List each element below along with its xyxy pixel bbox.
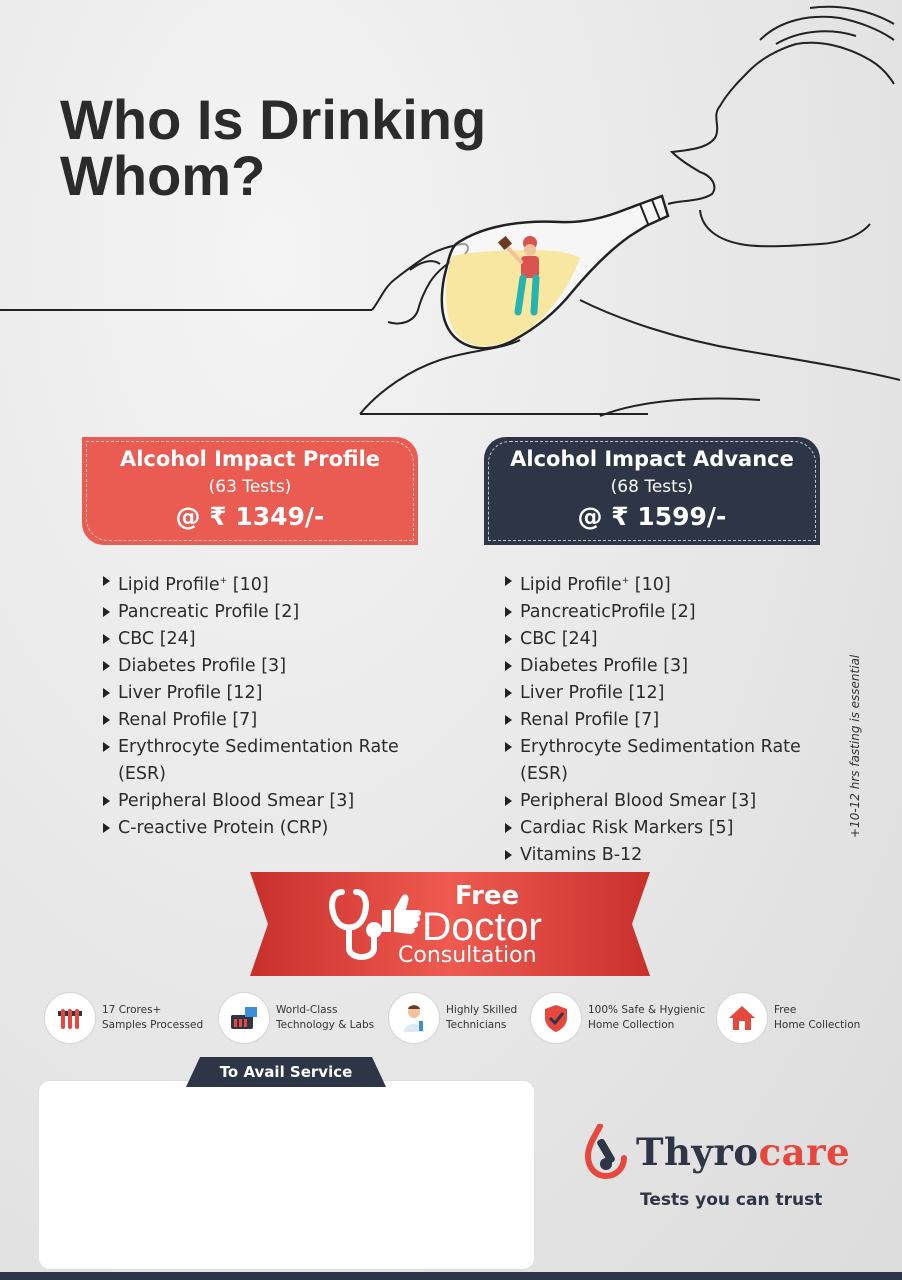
list-item: Liver Profile [12]: [103, 680, 433, 707]
feature-safe-hygienic: 100% Safe & Hygienic Home Collection: [530, 990, 705, 1046]
thyrocare-logo-icon: [584, 1124, 628, 1180]
headline-line-1: Who Is Drinking: [60, 88, 487, 151]
test-tubes-icon: [44, 992, 96, 1044]
feature-samples-processed: 17 Crores+ Samples Processed: [44, 990, 203, 1046]
list-item: C-reactive Protein (CRP): [103, 815, 433, 842]
profile-test-list: [103, 568, 433, 842]
list-item: Liver Profile [12]: [505, 680, 825, 707]
banner-free-text: Free: [455, 881, 520, 911]
package-name: Alcohol Impact Advance: [510, 447, 794, 471]
list-item: Diabetes Profile [3]: [505, 653, 825, 680]
shield-check-icon: [530, 992, 582, 1044]
feature-technology-labs: World-Class Technology & Labs: [218, 990, 374, 1046]
list-item: PancreaticProfile [2]: [505, 599, 825, 626]
list-item: Lipid Profile+ [10]: [103, 568, 433, 599]
list-item: Diabetes Profile [3]: [103, 653, 433, 680]
service-contact-box: [38, 1080, 535, 1270]
list-item: Pancreatic Profile [2]: [103, 599, 433, 626]
package-test-count: (68 Tests): [610, 477, 694, 497]
package-price: @ ₹ 1599/-: [577, 502, 727, 531]
banner-doctor-text: Doctor: [422, 905, 542, 949]
list-item: CBC [24]: [505, 626, 825, 653]
package-name: Alcohol Impact Profile: [119, 447, 381, 471]
list-item: Erythrocyte Sedimentation Rate (ESR): [505, 734, 825, 788]
list-item: Cardiac Risk Markers [5]: [505, 815, 825, 842]
list-item: Erythrocyte Sedimentation Rate (ESR): [103, 734, 433, 788]
drinking-man-illustration: [0, 0, 902, 430]
brand-tagline: Tests you can trust: [640, 1190, 823, 1210]
feature-free-home-collection: Free Home Collection: [716, 990, 860, 1046]
package-price: @ ₹ 1349/-: [175, 502, 325, 531]
list-item: Peripheral Blood Smear [3]: [505, 788, 825, 815]
fasting-note: +10-12 hrs fasting is essential: [848, 654, 862, 838]
list-item: Renal Profile [7]: [103, 707, 433, 734]
thyrocare-wordmark: Thyrocare: [636, 1130, 851, 1174]
banner-consultation-text: Consultation: [398, 943, 537, 968]
package-test-count: (63 Tests): [208, 477, 292, 497]
package-card-alcohol-impact-advance[interactable]: [484, 437, 820, 545]
list-item: Vitamins B-12: [505, 842, 825, 869]
list-item: Lipid Profile+ [10]: [505, 568, 825, 599]
list-item: CBC [24]: [103, 626, 433, 653]
package-card-alcohol-impact-profile[interactable]: [82, 437, 418, 545]
technician-icon: [388, 992, 440, 1044]
free-doctor-consultation-banner[interactable]: [250, 870, 650, 978]
features-row: [44, 990, 874, 1050]
list-item: Peripheral Blood Smear [3]: [103, 788, 433, 815]
avail-service-label: To Avail Service: [219, 1063, 353, 1081]
lab-machine-icon: [218, 992, 270, 1044]
list-item: Renal Profile [7]: [505, 707, 825, 734]
advance-test-list: [505, 568, 825, 869]
feature-skilled-technicians: Highly Skilled Technicians: [388, 990, 517, 1046]
headline-line-2: Whom?: [60, 144, 266, 207]
footer-bar: [0, 1272, 902, 1280]
home-icon: [716, 992, 768, 1044]
